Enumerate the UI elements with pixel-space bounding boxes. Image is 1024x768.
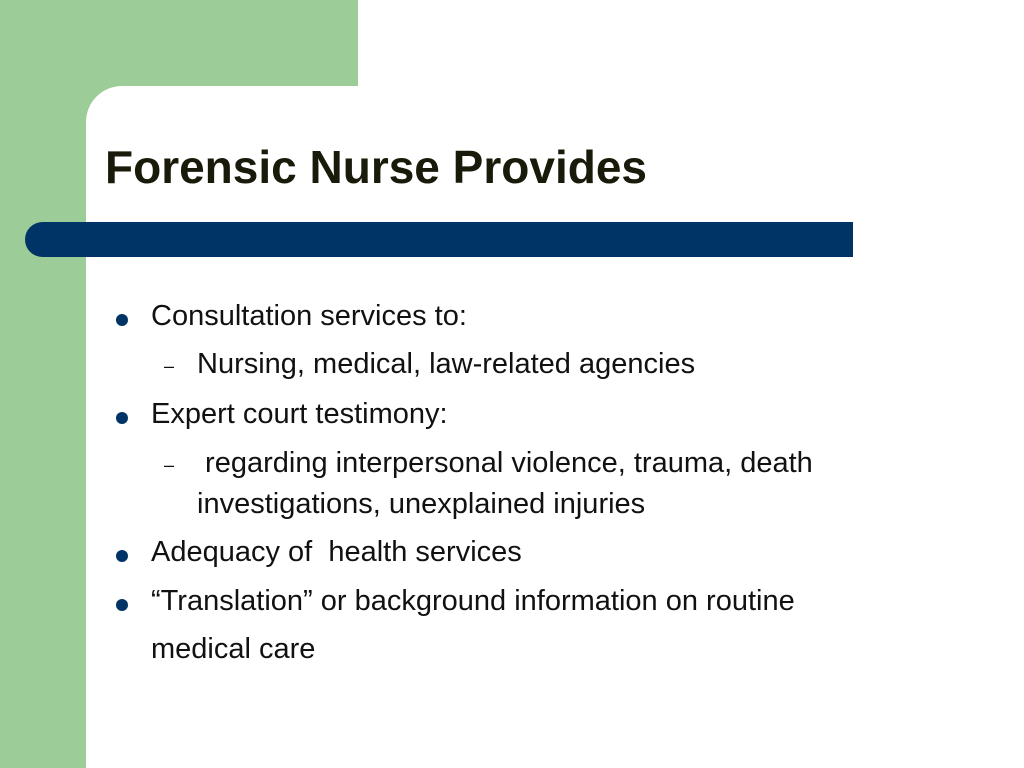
bullet-dot-icon	[116, 599, 128, 611]
list-item: Consultation services to:	[151, 300, 467, 332]
list-item: “Translation” or background information on routine	[151, 585, 795, 617]
list-subitem: Nursing, medical, law-related agencies	[197, 348, 696, 380]
bullet-dot-icon	[116, 550, 128, 562]
slide-title: Forensic Nurse Provides	[105, 141, 647, 193]
list-subitem: regarding interpersonal violence, trauma, death	[197, 447, 813, 479]
list-item: Adequacy of health services	[151, 536, 522, 568]
dash-icon: –	[164, 455, 175, 475]
dash-icon: –	[164, 356, 175, 376]
list-subitem-continuation: investigations, unexplained injuries	[197, 488, 646, 520]
bullet-dot-icon	[116, 412, 128, 424]
list-item-continuation: medical care	[151, 633, 316, 665]
list-item: Expert court testimony:	[151, 398, 448, 430]
bullet-dot-icon	[116, 314, 128, 326]
